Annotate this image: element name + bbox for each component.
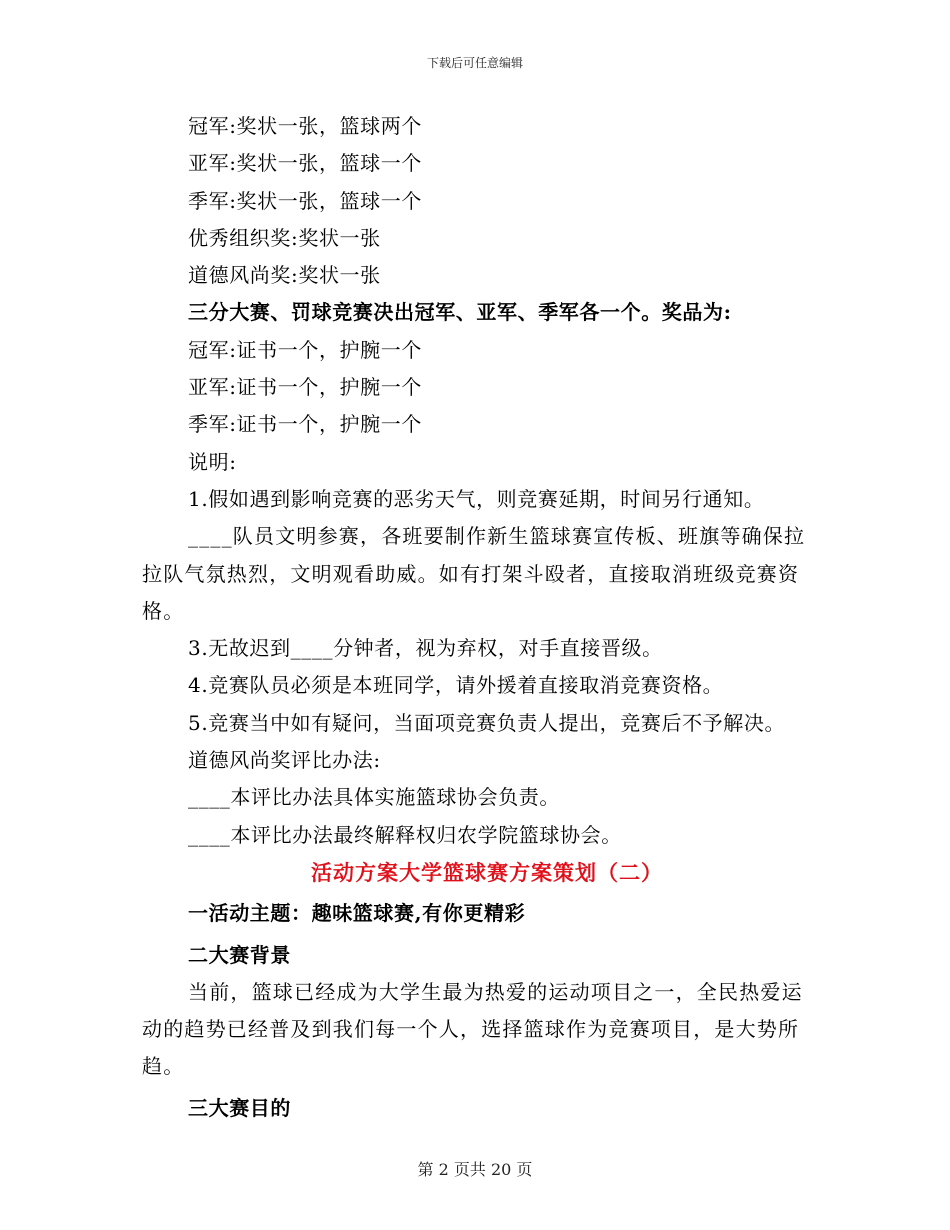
heading-purpose: 三大赛目的	[188, 1095, 291, 1120]
award-runner-up: 亚军:奖状一张，篮球一个	[188, 151, 422, 176]
background-paragraph: 当前，篮球已经成为大学生最为热爱的运动项目之一，全民热爱运动的趋势已经普及到我们每一个人，选择篮球作为竞赛项目，是大势所趋。	[142, 979, 803, 1079]
note-2: ____队员文明参赛，各班要制作新生篮球赛宣传板、班旗等确保拉拉队气氛热烈，文明观看助威。如有打架斗殴者，直接取消班级竞赛资格。	[142, 524, 806, 623]
heading-theme: 一活动主题：趣味篮球赛,有你更精彩	[188, 901, 526, 926]
note-4: 4.竞赛队员必须是本班同学，请外援着直接取消竞赛资格。	[188, 673, 724, 698]
award-organization: 优秀组织奖:奖状一张	[188, 225, 381, 250]
note-3: 3.无故迟到____分钟者，视为弃权，对手直接晋级。	[188, 636, 663, 661]
page-footer: 第 2 页共 20 页	[417, 1160, 533, 1179]
prize-champion: 冠军:证书一个，护腕一个	[188, 337, 422, 362]
note-5: 5.竞赛当中如有疑问，当面项竞赛负责人提出，竞赛后不予解决。	[188, 710, 786, 735]
award-sportsmanship: 道德风尚奖:奖状一张	[188, 263, 381, 288]
method-2: ____本评比办法最终解释权归农学院篮球协会。	[188, 822, 622, 847]
award-champion: 冠军:奖状一张，篮球两个	[188, 114, 422, 138]
note-1: 1.假如遇到影响竞赛的恶劣天气，则竞赛延期，时间另行通知。	[188, 486, 765, 511]
heading-background: 二大赛背景	[188, 942, 291, 967]
notes-label: 说明:	[188, 449, 237, 474]
award-third: 季军:奖状一张，篮球一个	[188, 188, 422, 213]
three-point-heading: 三分大赛、罚球竞赛决出冠军、亚军、季军各一个。奖品为:	[188, 300, 732, 325]
prize-runner-up: 亚军:证书一个，护腕一个	[188, 375, 422, 400]
document-body	[142, 108, 822, 1127]
page-header: 下载后可任意编辑	[426, 56, 523, 70]
prize-third: 季军:证书一个，护腕一个	[188, 412, 422, 437]
section-title: 活动方案大学篮球赛方案策划（二）	[311, 859, 663, 885]
method-1: ____本评比办法具体实施篮球协会负责。	[188, 785, 560, 810]
sportsmanship-method-label: 道德风尚奖评比办法:	[188, 748, 381, 773]
